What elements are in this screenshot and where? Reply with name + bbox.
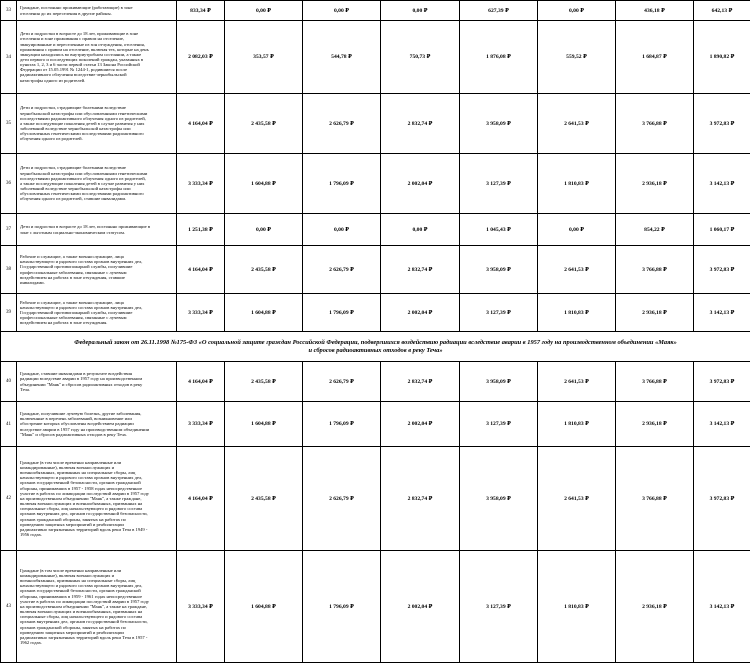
amount-cell: 2 936,18 ₽ (616, 551, 694, 663)
amount-cell: 559,52 ₽ (538, 21, 616, 94)
amount-cell: 642,13 ₽ (694, 1, 750, 21)
description-line: органов государственной безопасности, органов гражданской (20, 480, 173, 485)
description-line: Граждане, получившие лучевую болезнь, другие заболевания, (20, 411, 173, 416)
law-header-line-2: и сбросов радиоактивных отходов в реку Теча» (308, 347, 442, 354)
amount-cell: 2 435,58 ₽ (225, 447, 303, 551)
description-line: проведению защитных мероприятий и реабилитации (20, 522, 173, 527)
amount-cell: 2 641,53 ₽ (538, 362, 616, 402)
amount-cell: 3 333,34 ₽ (177, 154, 225, 214)
description-line: заболеваний вследствие чернобыльской катастрофы или (20, 126, 173, 131)
amount-cell: 0,00 ₽ (538, 1, 616, 21)
amount-cell: 2 936,18 ₽ (616, 402, 694, 447)
description-line: Граждане, постоянно проживающие (работающие) в зоне (20, 5, 173, 10)
description-line: последствиями радиоактивного облучения одного из родителей, (20, 176, 173, 181)
amount-cell: 1 604,88 ₽ (225, 402, 303, 447)
row-number: 42 (1, 447, 17, 551)
amount-cell: 3 333,34 ₽ (177, 551, 225, 663)
table-row (1, 402, 750, 447)
amount-cell: 0,00 ₽ (225, 214, 303, 246)
description-line: командированные), включая военнослужащих и (20, 465, 173, 470)
description-line: проведению защитных мероприятий и реабилитации (20, 630, 173, 635)
table-body-section-1 (1, 1, 750, 332)
description-line: специальные сборы, лиц начальствующего и рядового состава (20, 506, 173, 511)
description-line: Теча. (20, 387, 173, 392)
amount-cell: 2 641,53 ₽ (538, 246, 616, 294)
description-line: Федерации от 15.05.1991 № 1244-1, родившиеся после (20, 67, 173, 72)
amount-cell: 1 604,88 ₽ (225, 551, 303, 663)
row-number: 37 (1, 214, 17, 246)
description-line: заболеваний вследствие чернобыльской катастрофы или (20, 186, 173, 191)
description-line: начальствующего и рядового состава органов внутренних дел, (20, 475, 173, 480)
description-line: радиоактивно загрязненных территорий вдоль реки Теча в 1949 - (20, 527, 173, 532)
amount-cell: 0,00 ₽ (303, 214, 381, 246)
description-line: дети первого и последующих поколений граждан, указанных в (20, 57, 173, 62)
description-line: Дети и подростки, страдающие болезнями вследствие (20, 165, 173, 170)
description-line: катастрофы одного из родителей. (20, 78, 173, 83)
row-description (17, 214, 177, 246)
description-line: военнообязанных, призванных на специальные сборы, лиц (20, 578, 173, 583)
description-line: Государственной противопожарной службы, получившие (20, 310, 173, 315)
description-line: органов гражданской обороны, занятых на работах по (20, 625, 173, 630)
description-line: начальствующего и рядового состава органов внутренних дел, (20, 259, 173, 264)
amount-cell: 1 810,83 ₽ (538, 402, 616, 447)
law-header-line-1: Федеральный закон от 26.11.1998 №175-ФЗ «О социальной защите граждан Российской Федерации, подвергшихся воздействию радиации вследствие аварии в 1957 году на производственном объединении «Маяк» (74, 339, 677, 346)
amount-cell: 750,73 ₽ (381, 21, 460, 94)
amount-cell: 4 164,04 ₽ (177, 447, 225, 551)
amount-cell: 1 796,09 ₽ (303, 551, 381, 663)
row-number: 40 (1, 362, 17, 402)
amount-cell: 2 832,74 ₽ (381, 246, 460, 294)
table-row (1, 551, 750, 663)
description-line: органов государственной безопасности, органов гражданской (20, 588, 173, 593)
amount-cell: 1 060,17 ₽ (694, 214, 750, 246)
amount-cell: 0,00 ₽ (303, 1, 381, 21)
description-line: обусловленных генетическими последствиями радиоактивного (20, 131, 173, 136)
amount-cell: 2 936,18 ₽ (616, 154, 694, 214)
table-row (1, 94, 750, 154)
law-header-row (1, 332, 750, 362)
amount-cell: 1 796,09 ₽ (303, 294, 381, 332)
description-line: облучения одного из родителей, ставшие инвалидами. (20, 196, 173, 201)
amount-cell: 3 766,88 ₽ (616, 94, 694, 154)
row-description (17, 551, 177, 663)
description-line: радиоактивного облучения вследствие чернобыльской (20, 72, 173, 77)
amount-cell: 2 002,04 ₽ (381, 294, 460, 332)
amount-cell: 3 958,09 ₽ (460, 246, 538, 294)
amount-cell: 627,39 ₽ (460, 1, 538, 21)
description-line: инвалидами. (20, 280, 173, 285)
description-line: участие в работах по ликвидации последствий аварии в 1957 году (20, 599, 173, 604)
description-line: воздействием на работах в зоне отчуждения, ставшие (20, 275, 173, 280)
amount-cell: 0,00 ₽ (381, 1, 460, 21)
description-line: органов гражданской обороны, занятых на работах по (20, 517, 173, 522)
description-line: Граждане, ставшие инвалидами в результате воздействия (20, 371, 173, 376)
description-line: отселения и зоне проживания с правом на отселение, (20, 36, 173, 41)
amount-cell: 1 251,38 ₽ (177, 214, 225, 246)
description-line: военнообязанных, призванных на специальные сборы, лиц (20, 470, 173, 475)
amount-cell: 2 082,03 ₽ (177, 21, 225, 94)
description-line: профессиональные заболевания, связанные с лучевым (20, 315, 173, 320)
row-description (17, 246, 177, 294)
description-line: обороны, принимавших в 1957 - 1958 годах непосредственное (20, 486, 173, 491)
row-description (17, 447, 177, 551)
amount-cell: 4 164,04 ₽ (177, 246, 225, 294)
description-line: включая военнослужащих и военнообязанных, призванных на (20, 501, 173, 506)
description-line: обусловленных генетическими последствиями радиоактивного (20, 191, 173, 196)
description-line: на производственном объединении "Маяк", а также граждане, (20, 496, 173, 501)
table-row (1, 362, 750, 402)
amount-cell: 2 002,04 ₽ (381, 154, 460, 214)
description-line: обороны, принимавших в 1959 - 1961 годах непосредственное (20, 594, 173, 599)
amount-cell: 1 604,88 ₽ (225, 294, 303, 332)
row-number: 34 (1, 21, 17, 94)
row-number: 41 (1, 402, 17, 447)
table-row (1, 246, 750, 294)
amount-cell: 3 142,13 ₽ (694, 294, 750, 332)
amount-cell: 3 766,88 ₽ (616, 246, 694, 294)
amount-cell: 2 626,79 ₽ (303, 447, 381, 551)
description-line: эвакуации находились во внутриутробном состоянии, а также (20, 52, 173, 57)
description-line: "Маяк" и сбросов радиоактивных отходов в реку Теча. (20, 432, 173, 437)
description-line: эвакуированные и переселенные из зон отчуждения, отселения, (20, 42, 173, 47)
row-description (17, 1, 177, 21)
amount-cell: 0,00 ₽ (225, 1, 303, 21)
amount-cell: 4 164,04 ₽ (177, 94, 225, 154)
law-header (1, 332, 750, 362)
description-line: Дети и подростки, страдающие болезнями вследствие (20, 105, 173, 110)
description-line: включенные в перечень заболеваний, возникновение или (20, 416, 173, 421)
description-line: 1962 годах. (20, 640, 173, 645)
table-row (1, 154, 750, 214)
description-line: чернобыльской катастрофы или обусловленными генетическими (20, 111, 173, 116)
amount-cell: 3 958,09 ₽ (460, 362, 538, 402)
table-body-section-2 (1, 362, 750, 663)
amount-cell: 1 604,88 ₽ (225, 154, 303, 214)
row-number: 39 (1, 294, 17, 332)
amount-cell: 1 684,87 ₽ (616, 21, 694, 94)
amount-cell: 3 972,83 ₽ (694, 246, 750, 294)
description-line: воздействием на работах в зоне отчуждения. (20, 320, 173, 325)
row-number: 35 (1, 94, 17, 154)
amount-cell: 3 972,83 ₽ (694, 447, 750, 551)
amount-cell: 2 435,58 ₽ (225, 94, 303, 154)
amount-cell: 1 890,82 ₽ (694, 21, 750, 94)
amount-cell: 0,00 ₽ (381, 214, 460, 246)
table-body-law (1, 332, 750, 362)
description-line: обострение которых обусловлены воздействием радиации (20, 421, 173, 426)
amount-cell: 2 641,53 ₽ (538, 447, 616, 551)
amount-cell: 2 626,79 ₽ (303, 94, 381, 154)
description-line: Дети и подростки в возрасте до 18 лет, постоянно проживающие в (20, 224, 173, 229)
description-line: чернобыльской катастрофы или обусловленными генетическими (20, 171, 173, 176)
row-number: 43 (1, 551, 17, 663)
amount-cell: 3 972,83 ₽ (694, 94, 750, 154)
table-row (1, 447, 750, 551)
table-row (1, 21, 750, 94)
description-line: начальствующего и рядового состава органов внутренних дел, (20, 305, 173, 310)
table-row (1, 294, 750, 332)
row-description (17, 21, 177, 94)
amount-cell: 1 810,83 ₽ (538, 551, 616, 663)
amount-cell: 1 796,09 ₽ (303, 402, 381, 447)
amount-cell: 3 127,39 ₽ (460, 402, 538, 447)
amount-cell: 2 832,74 ₽ (381, 94, 460, 154)
amount-cell: 2 002,04 ₽ (381, 551, 460, 663)
amount-cell: 2 626,79 ₽ (303, 246, 381, 294)
amount-cell: 3 333,34 ₽ (177, 294, 225, 332)
description-line: отселения до их переселения в другие районы. (20, 11, 173, 16)
description-line: на производственном объединении "Маяк", а также на граждане, (20, 604, 173, 609)
description-line: облучения одного из родителей. (20, 136, 173, 141)
description-line: органов внутренних дел, органов государственной безопасности, (20, 619, 173, 624)
amount-cell: 2 832,74 ₽ (381, 447, 460, 551)
description-line: радиоактивно загрязненных территорий вдоль реки Теча в 1957 - (20, 635, 173, 640)
amount-cell: 2 435,58 ₽ (225, 362, 303, 402)
description-line: радиации вследствие аварии в 1957 году на производственном (20, 376, 173, 381)
amount-cell: 2 936,18 ₽ (616, 294, 694, 332)
amount-cell: 3 958,09 ₽ (460, 94, 538, 154)
amount-cell: 544,78 ₽ (303, 21, 381, 94)
amount-cell: 3 127,39 ₽ (460, 551, 538, 663)
row-description (17, 154, 177, 214)
row-number: 36 (1, 154, 17, 214)
amount-cell: 854,22 ₽ (616, 214, 694, 246)
amount-cell: 353,57 ₽ (225, 21, 303, 94)
amount-cell: 1 045,43 ₽ (460, 214, 538, 246)
description-line: последствиями радиоактивного облучения одного из родителей, (20, 116, 173, 121)
amount-cell: 436,18 ₽ (616, 1, 694, 21)
description-line: профессиональные заболевания, связанные с лучевым (20, 270, 173, 275)
description-line: пунктах 1, 2, 3 и 6 части первой статьи 13 Закона Российской (20, 62, 173, 67)
amount-cell: 1 876,08 ₽ (460, 21, 538, 94)
row-description (17, 402, 177, 447)
amount-cell: 2 002,04 ₽ (381, 402, 460, 447)
description-line: зоне с льготным социально-экономическим статусом. (20, 230, 173, 235)
description-line: 1956 годах. (20, 532, 173, 537)
row-description (17, 294, 177, 332)
amount-cell: 3 958,09 ₽ (460, 447, 538, 551)
description-line: вследствие аварии в 1957 году на производственном объединении (20, 427, 173, 432)
amount-cell: 3 142,13 ₽ (694, 154, 750, 214)
amount-cell: 3 127,39 ₽ (460, 154, 538, 214)
description-line: командированные), включая военнослужащих и (20, 573, 173, 578)
description-line: проживания с правом на отселение, включая тех, которые на день (20, 47, 173, 52)
row-number: 38 (1, 246, 17, 294)
table-row (1, 214, 750, 246)
amount-cell: 3 972,83 ₽ (694, 362, 750, 402)
amount-cell: 2 626,79 ₽ (303, 362, 381, 402)
amount-cell: 4 164,04 ₽ (177, 362, 225, 402)
amount-cell: 3 127,39 ₽ (460, 294, 538, 332)
description-line: включая военнослужащих и военнообязанных, призванных на (20, 609, 173, 614)
description-line: а также последующие поколения детей в случае развития у них (20, 181, 173, 186)
amount-cell: 3 142,13 ₽ (694, 402, 750, 447)
amount-cell: 3 766,88 ₽ (616, 362, 694, 402)
amount-cell: 0,00 ₽ (538, 214, 616, 246)
table-row (1, 1, 750, 21)
row-number: 33 (1, 1, 17, 21)
description-line: Государственной противопожарной службы, получившие (20, 264, 173, 269)
amount-cell: 2 641,53 ₽ (538, 94, 616, 154)
amount-cell: 1 796,09 ₽ (303, 154, 381, 214)
amount-cell: 3 142,13 ₽ (694, 551, 750, 663)
description-line: Граждане (в том числе временно направленные или (20, 568, 173, 573)
description-line: Дети и подростки в возрасте до 18 лет, проживающие в зоне (20, 31, 173, 36)
amount-cell: 1 810,83 ₽ (538, 154, 616, 214)
description-line: а также последующие поколения детей в случае развития у них (20, 121, 173, 126)
description-line: органов внутренних дел, органов государственной безопасности, (20, 511, 173, 516)
description-line: начальствующего и рядового состава органов внутренних дел, (20, 583, 173, 588)
amount-cell: 2 435,58 ₽ (225, 246, 303, 294)
description-line: Рабочие и служащие, а также военнослужащие, лица (20, 300, 173, 305)
amount-cell: 1 810,83 ₽ (538, 294, 616, 332)
description-line: Рабочие и служащие, а также военнослужащие, лица (20, 254, 173, 259)
amount-cell: 2 832,74 ₽ (381, 362, 460, 402)
row-description (17, 94, 177, 154)
description-line: Граждане (в том числе временно направленные или (20, 460, 173, 465)
description-line: специальные сборы, лиц начальствующего и рядового состава (20, 614, 173, 619)
description-line: объединении "Маяк" и сбросов радиоактивных отходов в реку (20, 382, 173, 387)
amount-cell: 833,34 ₽ (177, 1, 225, 21)
row-description (17, 362, 177, 402)
amount-cell: 3 766,88 ₽ (616, 447, 694, 551)
amount-cell: 3 333,34 ₽ (177, 402, 225, 447)
description-line: участие в работах по ликвидации последствий аварии в 1957 году (20, 491, 173, 496)
